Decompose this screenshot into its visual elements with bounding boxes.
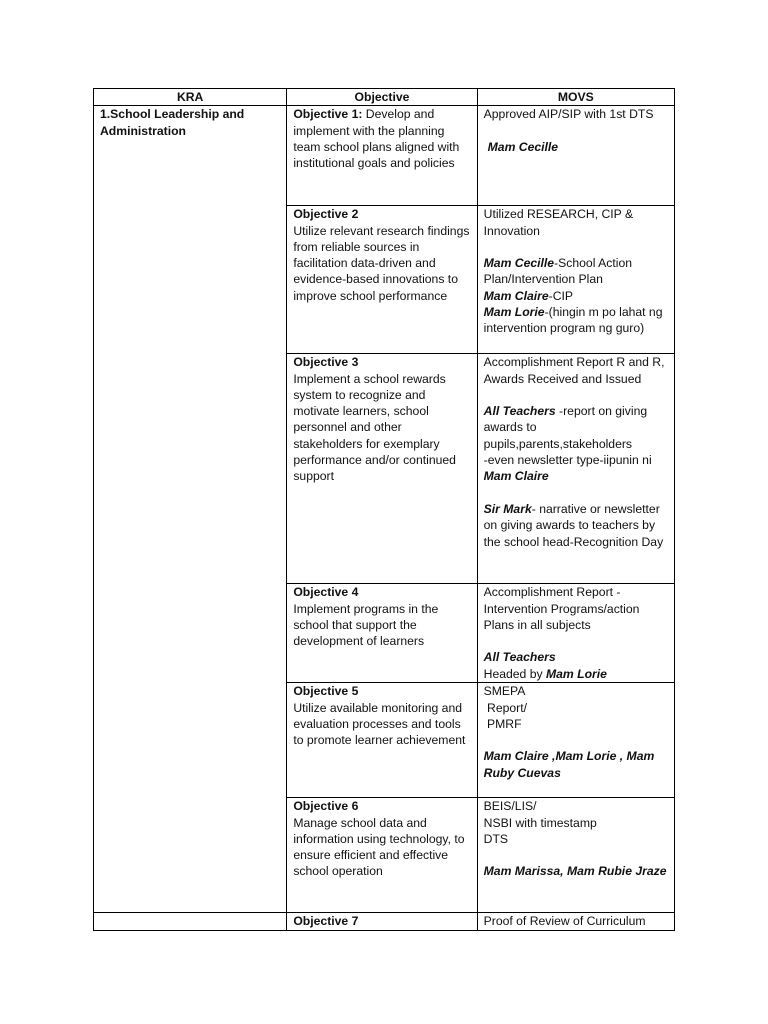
objective-title: Objective 1: xyxy=(293,107,363,122)
objective-text: Manage school data and information using technology, to ensure efficient and effective school operation xyxy=(293,815,465,879)
movs-text: BEIS/LIS/ xyxy=(483,799,537,814)
objective-cell xyxy=(287,206,477,354)
objective-cell xyxy=(287,106,477,206)
movs-cell xyxy=(477,913,674,930)
objective-cell xyxy=(287,354,477,584)
movs-person: All Teachers xyxy=(483,650,556,665)
movs-text: Report/ xyxy=(483,700,527,715)
movs-text: - narrative or newsletter on giving awards to teachers by the school head-Recognition Day xyxy=(483,501,664,549)
movs-cell xyxy=(477,584,674,683)
header-row xyxy=(94,89,675,106)
objective-title: Objective 6 xyxy=(293,799,359,814)
movs-text: DTS xyxy=(483,831,509,846)
movs-person: Mam Claire xyxy=(483,288,549,303)
movs-text: NSBI with timestamp xyxy=(483,815,597,830)
movs-text: Accomplishment Report R and R, Awards Received and Issued xyxy=(483,355,665,386)
objective-cell xyxy=(287,584,477,683)
table-row xyxy=(94,106,675,206)
objective-title: Objective 7 xyxy=(293,914,359,929)
movs-person: Sir Mark xyxy=(483,501,532,516)
objective-title: Objective 4 xyxy=(293,585,359,600)
movs-text: -(hingin m po lahat ng intervention program ng guro) xyxy=(483,305,663,336)
movs-text: PMRF xyxy=(483,716,522,731)
movs-cell xyxy=(477,354,674,584)
header-movs: MOVS xyxy=(477,89,674,106)
movs-person: Mam Lorie xyxy=(545,666,607,681)
movs-cell xyxy=(477,683,674,798)
kra-table xyxy=(93,88,675,931)
movs-text: Proof of Review of Curriculum xyxy=(483,914,646,929)
movs-text: SMEPA xyxy=(483,684,526,699)
movs-person: Mam Claire xyxy=(483,469,549,484)
movs-text: Utilized RESEARCH, CIP & Innovation xyxy=(483,207,634,238)
objective-cell xyxy=(287,683,477,798)
objective-text: Implement programs in the school that support the development of learners xyxy=(293,601,439,649)
objective-title: Objective 3 xyxy=(293,355,359,370)
movs-text: -report on giving awards to pupils,parents,stakeholders xyxy=(483,404,648,451)
objective-cell xyxy=(287,798,477,913)
header-objective: Objective xyxy=(287,89,477,106)
objective-title: Objective 5 xyxy=(293,684,359,699)
objective-text: Utilize relevant research findings from reliable sources in facilitation data-driven and evidence-based innovations to improve school performance xyxy=(293,223,470,303)
movs-text: Headed by xyxy=(483,666,546,681)
objective-text: Develop and implement with the planning team school plans aligned with institutional goals and policies xyxy=(293,107,460,171)
movs-text: -CIP xyxy=(548,288,574,303)
movs-person: Mam Cecille xyxy=(487,139,559,154)
movs-text: Accomplishment Report -Intervention Programs/action Plans in all subjects xyxy=(483,585,640,632)
objective-text: Implement a school rewards system to recognize and motivate learners, school personnel and other stakeholders for exemplary performance and/or continued support xyxy=(293,371,456,484)
movs-cell xyxy=(477,206,674,354)
header-kra: KRA xyxy=(94,89,287,106)
table-row xyxy=(94,913,675,930)
objective-title: Objective 2 xyxy=(293,207,359,222)
movs-text: -even newsletter type-iipunin ni xyxy=(483,453,652,468)
movs-text: Approved AIP/SIP with 1st DTS xyxy=(483,107,654,122)
movs-person: Mam Claire ,Mam Lorie , Mam Ruby Cuevas xyxy=(483,749,655,780)
movs-cell xyxy=(477,106,674,206)
objective-text: Utilize available monitoring and evaluation processes and tools to promote learner achievement xyxy=(293,700,466,748)
movs-person: Mam Lorie xyxy=(483,305,545,320)
movs-person: Mam Marissa, Mam Rubie Jraze xyxy=(483,864,667,879)
kra-school-leadership: 1.School Leadership and Administration xyxy=(94,106,287,913)
movs-cell xyxy=(477,798,674,913)
movs-person: All Teachers xyxy=(483,404,556,419)
movs-text: -School Action Plan/Intervention Plan xyxy=(483,256,633,287)
kra-cell-empty xyxy=(94,913,287,930)
objective-cell xyxy=(287,913,477,930)
movs-person: Mam Cecille xyxy=(483,256,555,271)
